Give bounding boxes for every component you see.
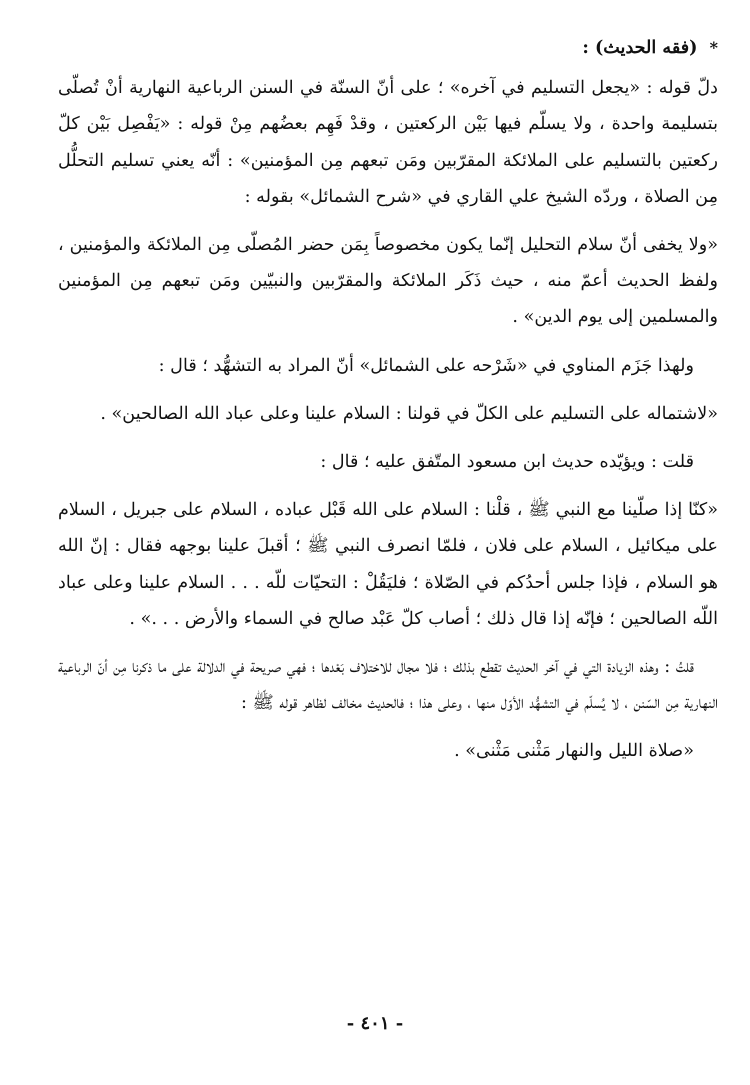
paragraph-ibn-masud: قلت : ويؤيّده حديث ابن مسعود المتّفق عليه ؛ قال : <box>320 452 694 473</box>
section-heading <box>58 30 718 66</box>
paragraph-1: دلّ قوله : «يجعل التسليم في آخره» ؛ على أنّ السنّة في السنن الرباعية النهارية أنْ تُصلّى بتسليمة واحدة ، ولا يسلّم فيها بَيْن الركعتين ، وقدْ فَهِم بعضُهم مِنْ قوله : «يَفْصِل بَيْن كلّ ركعتين بالتسليم على الملائكة المقرّبين ومَن تبعهم مِن المؤمنين» : أنّه يعني تسليم التحلُّل مِن الصلاة ، وردّه الشيخ علي القاري في «شرح الشمائل» بقوله : <box>58 78 718 207</box>
paragraph-final-hadith: «صلاة الليل والنهار مَثْنى مَثْنى» . <box>454 741 694 762</box>
section-heading-text: (فقه الحديث) : <box>582 37 698 58</box>
page-body <box>58 30 718 782</box>
paragraph-munawi: ولهذا جَزَم المناوي في «شَرْحه على الشمائل» أنّ المراد به التشهُّد ؛ قال : <box>158 355 694 376</box>
paragraph-conclusion: قلتُ : وهذه الزيادة التي في آخر الحديث تقطع بذلك ؛ فلا مجال للاختلاف بَعْدها ؛ فهي صريحة في الدلالة على ما ذكرنا مِن أنّ الرباعية النهارية مِن السّنن ، لا يُسلّم في التشهُّد الأوّل منها ، وعلى هذا ؛ فالحديث مخالف لظاهر قوله ﷺ : <box>58 657 718 714</box>
paragraph-quote-munawi: «لاشتماله على التسليم على الكلّ في قولنا : السلام علينا وعلى عباد الله الصالحين» . <box>100 403 718 424</box>
paragraph-quote-qari: «ولا يخفى أنّ سلام التحليل إنّما يكون مخصوصاً بِمَن حضر المُصلّى مِن الملائكة والمؤمنين ، ولفظ الحديث أعمّ منه ، حيث ذَكَر الملائكة والمقرّبين والنبيّين ومَن تبعهم مِن المؤمنين والمسلمين إلى يوم الدين» . <box>58 235 718 328</box>
page-number: - ٤٠١ - <box>346 1013 404 1034</box>
paragraph-hadith: «كنّا إذا صلّينا مع النبي ﷺ ، قلْنا : السلام على الله قَبْل عباده ، السلام على جبريل ، السلام على ميكائيل ، السلام على فلان ، فلمّا انصرف النبي ﷺ ؛ أقبلَ علينا بوجهه فقال : إنّ الله هو السلام ، فإذا جلس أحدُكم في الصّلاة ؛ فليَقُلْ : التحيّات للّه . . . السلام علينا وعلى عباد اللّه الصالحين ؛ فإنّه إذا قال ذلك ؛ أصاب كلّ عَبْد صالح في السماء والأرض . . .» . <box>58 500 718 629</box>
star-marker: * <box>709 38 718 57</box>
